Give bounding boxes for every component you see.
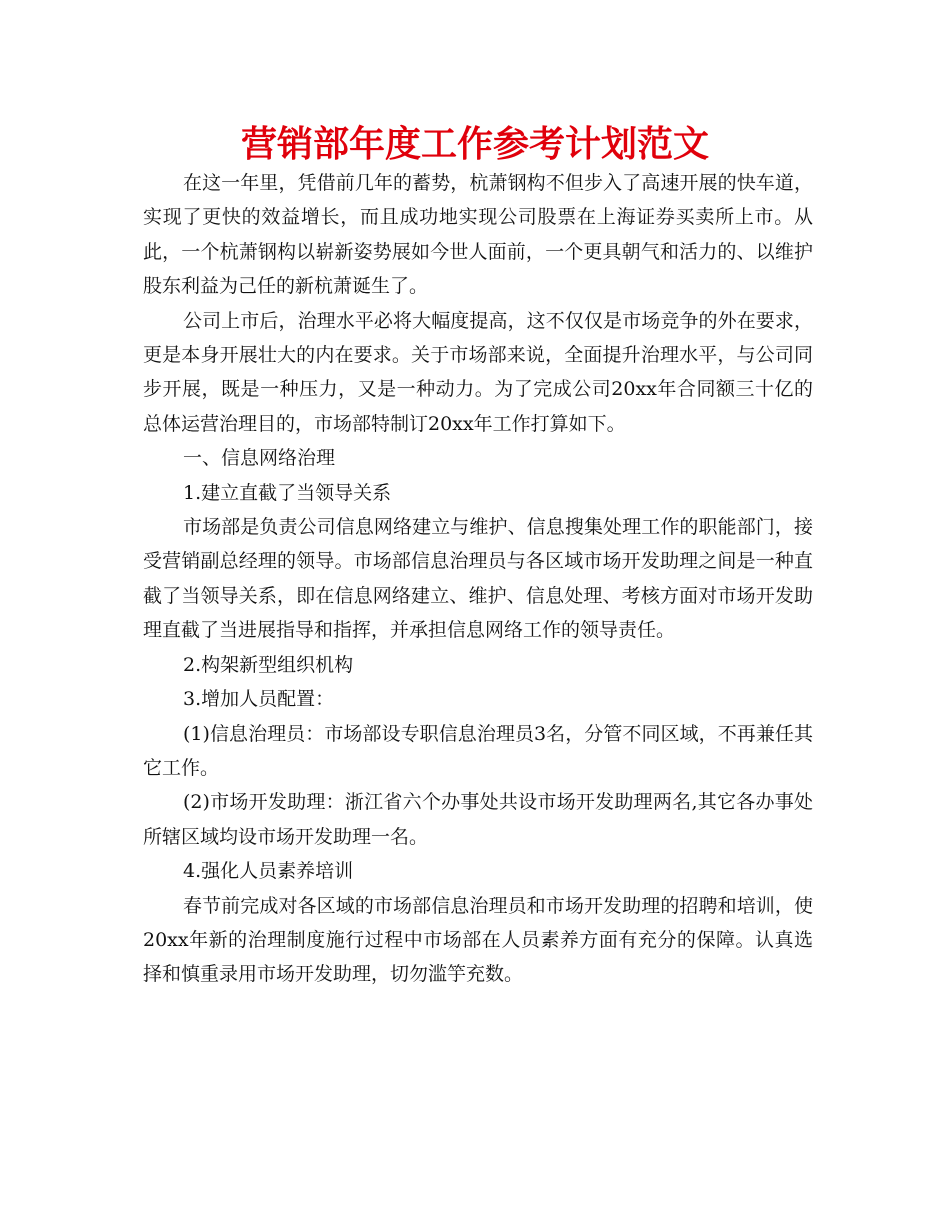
section-heading-info-network: 一、信息网络治理	[183, 447, 336, 470]
document-title: 营销部年度工作参考计划范文	[240, 123, 709, 165]
subheading-organization: 2.构架新型组织机构	[183, 653, 354, 676]
paragraph-training: 春节前完成对各区域的市场部信息治理员和市场开发助理的招聘和培训，使20xx年新的治理制度施行过程中市场部在人员素养方面有充分的保障。认真选择和慎重录用市场开发助理，切勿滥竽充数。	[143, 894, 813, 986]
subheading-training: 4.强化人员素养培训	[183, 860, 354, 883]
subheading-direct-leadership: 1.建立直截了当领导关系	[183, 481, 392, 504]
document-body	[143, 166, 813, 992]
paragraph-intro: 在这一年里，凭借前几年的蓄势，杭萧钢构不但步入了高速开展的快车道，实现了更快的效益增长，而且成功地实现公司股票在上海证券买卖所上市。从此，一个杭萧钢构以崭新姿势展如今世人面前，一个更具朝气和活力的、以维护股东利益为己任的新杭萧诞生了。	[143, 172, 813, 298]
paragraph-market-dept-role: 市场部是负责公司信息网络建立与维护、信息搜集处理工作的职能部门，接受营销副总经理的领导。市场部信息治理员与各区域市场开发助理之间是一种直截了当领导关系，即在信息网络建立、维护、信息处理、考核方面对市场开发助理直截了当进展指导和指挥，并承担信息网络工作的领导责任。	[143, 516, 813, 642]
paragraph-goals: 公司上市后，治理水平必将大幅度提高，这不仅仅是市场竞争的外在要求，更是本身开展壮大的内在要求。关于市场部来说，全面提升治理水平，与公司同步开展，既是一种压力，又是一种动力。为了完成公司20xx年合同额三十亿的总体运营治理目的，市场部特制订20xx年工作打算如下。	[143, 309, 813, 435]
list-item-market-assistant: (2)市场开发助理：浙江省六个办事处共设市场开发助理两名,其它各办事处所辖区域均设市场开发助理一名。	[143, 791, 813, 848]
subheading-staffing: 3.增加人员配置：	[183, 688, 335, 711]
list-item-info-manager: (1)信息治理员：市场部设专职信息治理员3名，分管不同区域，不再兼任其它工作。	[143, 722, 813, 779]
